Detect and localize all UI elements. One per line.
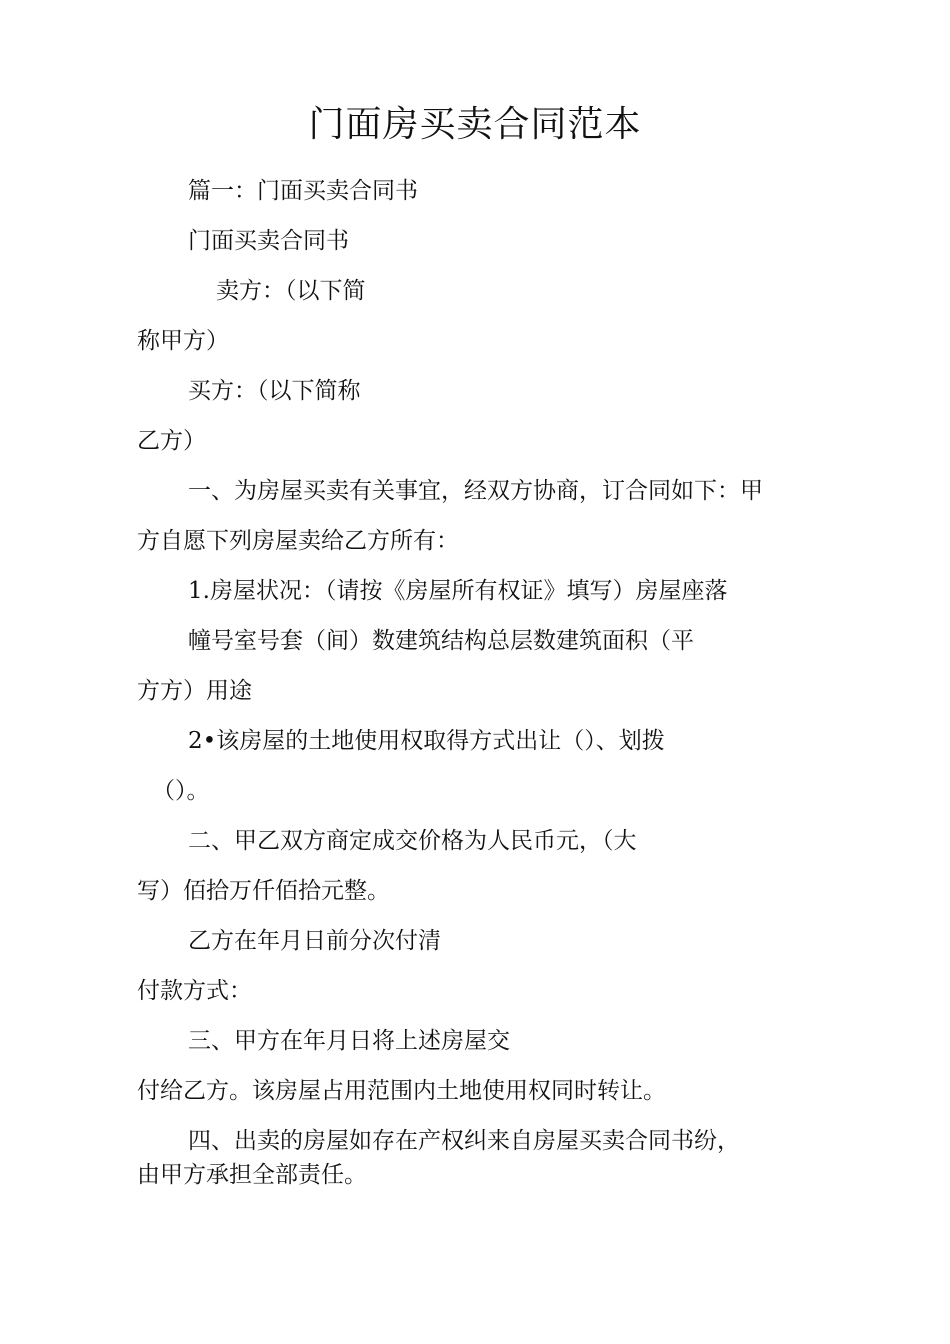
buyer-line-cont: 乙方） (137, 428, 206, 454)
seller-line-cont: 称甲方） (137, 328, 229, 354)
clause-3-text: 三、甲方在年月日将上述房屋交 (188, 1028, 510, 1054)
clause-1-text: 一、为房屋买卖有关事宜，经双方协商，订合同如下：甲 (188, 478, 763, 504)
clause-2-text-cont: 写）佰拾万仟佰拾元整。 (137, 878, 390, 904)
clause-3-text-cont: 付给乙方。该房屋占用范围内土地使用权同时转让。 (137, 1078, 666, 1104)
seller-line: 卖方：（以下简 (216, 278, 366, 304)
clause-2-text: 二、甲乙双方商定成交价格为人民币元，（大 (188, 828, 637, 854)
contract-heading: 门面买卖合同书 (188, 228, 349, 254)
item-2-text-cont: （）。 (152, 778, 210, 804)
item-2-text: 2•该房屋的土地使用权取得方式出让（）、划拨 (188, 728, 665, 754)
document-title: 门面房买卖合同范本 (308, 104, 642, 145)
clause-4-text-cont: 由甲方承担全部责任。 (137, 1162, 367, 1188)
item-1-text-end: 方方）用途 (137, 678, 252, 704)
clause-1-text-cont: 方自愿下列房屋卖给乙方所有： (137, 528, 459, 554)
item-1-text-cont: 幢号室号套（间）数建筑结构总层数建筑面积（平 (188, 628, 694, 654)
payment-method: 付款方式： (137, 978, 252, 1004)
payment-deadline: 乙方在年月日前分次付清 (188, 928, 441, 954)
clause-4-text: 四、出卖的房屋如存在产权纠来自房屋买卖合同书纷， (188, 1128, 740, 1154)
buyer-line: 买方：（以下简称 (188, 378, 361, 404)
section-heading: 篇一：门面买卖合同书 (188, 178, 418, 204)
item-1-text: 1.房屋状况：（请按《房屋所有权证》填写）房屋座落 (188, 578, 728, 604)
